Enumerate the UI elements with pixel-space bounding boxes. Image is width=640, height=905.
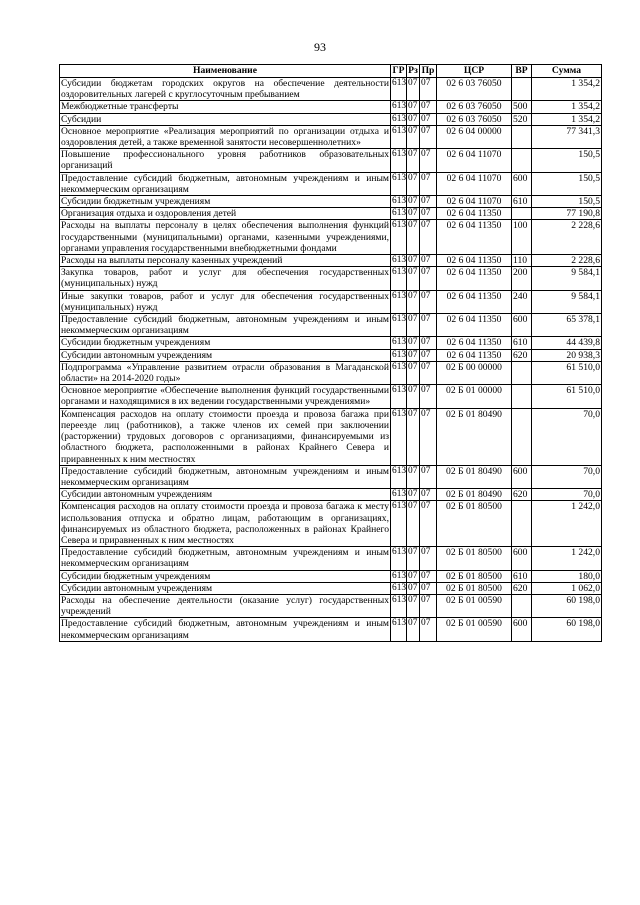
table-row	[60, 349, 602, 361]
cell-pr: 07	[420, 349, 437, 361]
cell-vr: 610	[512, 337, 532, 349]
cell-pr: 07	[420, 172, 437, 195]
cell-pr: 07	[420, 618, 437, 641]
cell-vr	[512, 501, 532, 547]
cell-name: Предоставление субсидий бюджетным, автономным учреждениям и иным некоммерческим организациям	[61, 618, 389, 641]
cell-vr: 620	[512, 489, 532, 501]
cell-gr: 613	[392, 337, 407, 348]
cell-csr: 02 6 04 11350	[437, 220, 512, 255]
cell-rz: 07	[407, 408, 420, 465]
header-vr: ВР	[512, 65, 532, 78]
cell-gr: 613	[391, 267, 407, 290]
cell-csr: 02 6 04 11350	[437, 290, 512, 313]
cell-gr: 613	[391, 149, 407, 172]
cell-pr: 07	[420, 385, 437, 408]
table-row	[60, 618, 602, 641]
cell-vr: 610	[512, 570, 532, 582]
table-row	[60, 255, 602, 267]
cell-gr: 613	[392, 582, 407, 593]
cell-rz: 07	[407, 570, 420, 582]
cell-sum: 150,5	[532, 172, 602, 195]
cell-gr: 613	[391, 465, 407, 488]
cell-gr: 613	[391, 361, 407, 384]
cell-vr: 600	[512, 314, 532, 337]
cell-vr	[512, 408, 532, 465]
cell-vr	[512, 149, 532, 172]
cell-sum: 1 354,2	[532, 113, 602, 125]
cell-sum: 1 242,0	[532, 501, 602, 547]
cell-name: Организация отдыха и оздоровления детей	[60, 208, 391, 220]
cell-sum: 2 228,6	[532, 255, 602, 267]
cell-name: Расходы на выплаты персоналу в целях обеспечения выполнения функций государственными (муниципальными) органами, казенными учреждениями, органами управления государственными внебюджетными фондами	[61, 220, 389, 254]
table-row	[60, 314, 602, 337]
cell-rz: 07	[407, 290, 420, 313]
table-row	[60, 172, 602, 195]
cell-pr: 07	[420, 125, 437, 148]
table-row	[60, 465, 602, 488]
cell-rz: 07	[407, 501, 420, 547]
cell-gr: 613	[391, 125, 407, 148]
cell-name: Предоставление субсидий бюджетным, автономным учреждениям и иным некоммерческим организациям	[61, 547, 389, 570]
cell-vr: 600	[512, 547, 532, 570]
cell-name: Субсидии бюджетным учреждениям	[60, 570, 391, 582]
cell-name: Компенсация расходов на оплату стоимости проезда и провоза багажа к месту использования отпуска и обратно лицам, работающим в организациях, финансируемых из областного бюджета, расположенных в районах Крайнего Севера и приравненных к ним местностях	[61, 501, 389, 546]
cell-gr: 613	[391, 547, 407, 570]
table-row	[60, 208, 602, 220]
cell-pr: 07	[420, 78, 437, 101]
cell-vr: 520	[512, 113, 532, 125]
cell-sum: 1 062,0	[532, 582, 602, 594]
cell-rz: 07	[407, 172, 420, 195]
cell-rz: 07	[407, 113, 420, 125]
cell-vr: 600	[512, 465, 532, 488]
cell-sum: 77 341,3	[532, 125, 602, 148]
cell-gr: 613	[392, 489, 407, 500]
cell-vr: 110	[512, 255, 532, 267]
header-sum: Сумма	[532, 65, 602, 78]
cell-name: Субсидии бюджетам городских округов на обеспечение деятельности оздоровительных лагерей с круглосуточным пребыванием	[61, 78, 389, 101]
cell-sum: 61 510,0	[532, 361, 602, 384]
cell-csr: 02 Б 01 80500	[437, 570, 512, 582]
cell-csr: 02 6 03 76050	[437, 101, 512, 113]
header-gr: ГР	[391, 65, 407, 78]
table-row	[60, 361, 602, 384]
cell-rz: 07	[407, 101, 420, 113]
cell-pr: 07	[420, 489, 437, 501]
cell-name: Расходы на обеспечение деятельности (оказание услуг) государственных учреждений	[61, 594, 389, 618]
cell-sum: 2 228,6	[532, 220, 602, 255]
cell-pr: 07	[420, 267, 437, 290]
table-row	[60, 290, 602, 313]
cell-pr: 07	[420, 465, 437, 488]
cell-pr: 07	[420, 113, 437, 125]
cell-csr: 02 Б 01 80500	[437, 582, 512, 594]
cell-sum: 60 198,0	[532, 618, 602, 641]
cell-sum: 9 584,1	[532, 267, 602, 290]
cell-name: Межбюджетные трансферты	[60, 101, 391, 113]
cell-name: Субсидии автономным учреждениям	[60, 489, 391, 501]
cell-csr: 02 Б 01 80500	[437, 501, 512, 547]
cell-name: Субсидии автономным учреждениям	[60, 582, 391, 594]
cell-gr: 613	[392, 208, 407, 219]
cell-vr: 600	[512, 618, 532, 641]
cell-sum: 77 190,8	[532, 208, 602, 220]
cell-gr: 613	[391, 385, 407, 408]
cell-sum: 1 242,0	[532, 547, 602, 570]
cell-vr	[512, 361, 532, 384]
cell-gr: 613	[391, 501, 407, 547]
cell-vr: 240	[512, 290, 532, 313]
cell-rz: 07	[407, 208, 420, 220]
cell-name: Основное мероприятие «Обеспечение выполнения функций государственными органами и находящимися в их ведении государственными учреждениями»	[61, 385, 389, 408]
cell-vr	[512, 78, 532, 101]
cell-name: Субсидии бюджетным учреждениям	[60, 196, 391, 208]
cell-sum: 70,0	[532, 465, 602, 488]
cell-csr: 02 6 04 11070	[437, 149, 512, 172]
cell-vr: 620	[512, 582, 532, 594]
cell-sum: 60 198,0	[532, 594, 602, 617]
cell-name: Предоставление субсидий бюджетным, автономным учреждениям и иным некоммерческим организациям	[61, 172, 389, 195]
cell-sum: 65 378,1	[532, 314, 602, 337]
cell-pr: 07	[420, 570, 437, 582]
cell-rz: 07	[407, 361, 420, 384]
cell-sum: 70,0	[532, 489, 602, 501]
cell-csr: 02 6 04 11070	[437, 196, 512, 208]
cell-sum: 1 354,2	[532, 78, 602, 101]
cell-sum: 150,5	[532, 196, 602, 208]
cell-pr: 07	[420, 208, 437, 220]
budget-table	[59, 64, 602, 642]
cell-csr: 02 6 04 11350	[437, 255, 512, 267]
cell-vr	[512, 125, 532, 148]
cell-csr: 02 6 04 11350	[437, 337, 512, 349]
cell-gr: 613	[391, 220, 407, 255]
cell-vr: 600	[512, 172, 532, 195]
cell-vr: 200	[512, 267, 532, 290]
cell-gr: 613	[391, 172, 407, 195]
cell-pr: 07	[420, 337, 437, 349]
table-row	[60, 489, 602, 501]
cell-csr: 02 6 04 11350	[437, 314, 512, 337]
table-row	[60, 385, 602, 408]
header-csr: ЦСР	[437, 65, 512, 78]
table-row	[60, 101, 602, 113]
cell-name: Расходы на выплаты персоналу казенных учреждений	[60, 255, 391, 267]
cell-pr: 07	[420, 582, 437, 594]
header-rz: Рз	[408, 65, 418, 76]
cell-csr: 02 6 04 11350	[437, 349, 512, 361]
cell-pr: 07	[420, 594, 437, 617]
cell-rz: 07	[407, 78, 420, 101]
table-row	[60, 220, 602, 255]
cell-vr: 610	[512, 196, 532, 208]
cell-sum: 70,0	[532, 408, 602, 465]
cell-sum: 20 938,3	[532, 349, 602, 361]
cell-csr: 02 Б 01 00590	[437, 618, 512, 641]
cell-sum: 150,5	[532, 149, 602, 172]
table-row	[60, 547, 602, 570]
cell-name: Компенсация расходов на оплату стоимости проезда и провоза багажа при переезде лиц (работников), а также членов их семей при заключении (расторжении) трудовых договоров с организациями, финансируемыми из областного бюджета, расположенными в районах Крайнего Севера и приравненных к ним местностях	[61, 408, 389, 465]
cell-pr: 07	[420, 255, 437, 267]
cell-rz: 07	[407, 618, 420, 641]
cell-rz: 07	[407, 149, 420, 172]
table-row	[60, 337, 602, 349]
page-number: 93	[314, 40, 326, 54]
cell-sum: 44 439,8	[532, 337, 602, 349]
header-pr: Пр	[420, 65, 437, 78]
cell-gr: 613	[391, 618, 407, 641]
cell-name: Субсидии автономным учреждениям	[60, 349, 391, 361]
cell-name: Повышение профессионального уровня работников образовательных организаций	[61, 149, 389, 172]
cell-vr	[512, 594, 532, 617]
cell-gr: 613	[392, 570, 407, 581]
table-body	[60, 78, 602, 642]
cell-pr: 07	[420, 101, 437, 113]
table-row	[60, 501, 602, 547]
cell-csr: 02 6 04 11350	[437, 267, 512, 290]
cell-pr: 07	[420, 501, 437, 547]
cell-csr: 02 6 03 76050	[437, 78, 512, 101]
table-header-row	[60, 65, 602, 78]
cell-name: Предоставление субсидий бюджетным, автономным учреждениям и иным некоммерческим организациям	[61, 314, 389, 337]
cell-sum: 1 354,2	[532, 101, 602, 113]
cell-rz: 07	[407, 267, 420, 290]
cell-vr	[512, 385, 532, 408]
cell-csr: 02 6 04 11350	[437, 208, 512, 220]
table-row	[60, 125, 602, 148]
cell-name: Субсидии бюджетным учреждениям	[60, 337, 391, 349]
cell-rz: 07	[407, 220, 420, 255]
cell-rz: 07	[407, 465, 420, 488]
cell-pr: 07	[420, 220, 437, 255]
cell-csr: 02 Б 00 00000	[437, 361, 512, 384]
table-row	[60, 408, 602, 465]
table-row	[60, 196, 602, 208]
cell-gr: 613	[392, 349, 407, 360]
cell-rz: 07	[407, 337, 420, 349]
cell-vr: 100	[512, 220, 532, 255]
cell-gr: 613	[391, 78, 407, 101]
cell-csr: 02 Б 01 80490	[437, 408, 512, 465]
cell-gr: 613	[392, 255, 407, 266]
cell-pr: 07	[420, 361, 437, 384]
cell-rz: 07	[407, 385, 420, 408]
cell-rz: 07	[407, 255, 420, 267]
cell-vr	[512, 208, 532, 220]
table-row	[60, 113, 602, 125]
table-row	[60, 594, 602, 617]
cell-gr: 613	[391, 290, 407, 313]
cell-csr: 02 6 03 76050	[437, 113, 512, 125]
cell-sum: 61 510,0	[532, 385, 602, 408]
cell-sum: 180,0	[532, 570, 602, 582]
table-row	[60, 570, 602, 582]
cell-rz: 07	[407, 582, 420, 594]
cell-gr: 613	[391, 408, 407, 465]
cell-vr: 620	[512, 349, 532, 361]
cell-csr: 02 Б 01 80490	[437, 465, 512, 488]
table-row	[60, 582, 602, 594]
cell-name: Субсидии	[60, 113, 391, 125]
header-name: Наименование	[60, 65, 391, 78]
cell-name: Закупка товаров, работ и услуг для обеспечения государственных (муниципальных) нужд	[61, 267, 389, 290]
cell-gr: 613	[391, 594, 407, 617]
cell-name: Предоставление субсидий бюджетным, автономным учреждениям и иным некоммерческим организациям	[61, 465, 389, 488]
cell-rz: 07	[407, 349, 420, 361]
cell-csr: 02 Б 01 80500	[437, 547, 512, 570]
cell-pr: 07	[420, 408, 437, 465]
cell-csr: 02 Б 01 00000	[437, 385, 512, 408]
cell-rz: 07	[407, 196, 420, 208]
cell-vr: 500	[512, 101, 532, 113]
cell-pr: 07	[420, 547, 437, 570]
cell-gr: 613	[391, 314, 407, 337]
cell-rz: 07	[407, 489, 420, 501]
cell-pr: 07	[420, 149, 437, 172]
cell-csr: 02 6 04 11070	[437, 172, 512, 195]
cell-rz: 07	[407, 547, 420, 570]
cell-csr: 02 Б 01 00590	[437, 594, 512, 617]
cell-gr: 613	[392, 101, 407, 112]
table-row	[60, 267, 602, 290]
cell-rz: 07	[407, 125, 420, 148]
cell-gr: 613	[392, 113, 407, 124]
cell-name: Основное мероприятие «Реализация мероприятий по организации отдыха и оздоровления детей, а также временной занятости несовершеннолетних»	[61, 125, 389, 149]
cell-pr: 07	[420, 196, 437, 208]
cell-sum: 9 584,1	[532, 290, 602, 313]
table-row	[60, 149, 602, 172]
table-row	[60, 78, 602, 101]
cell-name: Подпрограмма «Управление развитием отрасли образования в Магаданской области» на 2014-2020 годы»	[61, 361, 389, 385]
cell-csr: 02 6 04 00000	[437, 125, 512, 148]
cell-name: Иные закупки товаров, работ и услуг для обеспечения государственных (муниципальных) нужд	[61, 290, 389, 313]
cell-csr: 02 Б 01 80490	[437, 489, 512, 501]
cell-gr: 613	[392, 196, 407, 207]
cell-rz: 07	[407, 314, 420, 337]
cell-pr: 07	[420, 290, 437, 313]
cell-pr: 07	[420, 314, 437, 337]
cell-rz: 07	[407, 594, 420, 617]
